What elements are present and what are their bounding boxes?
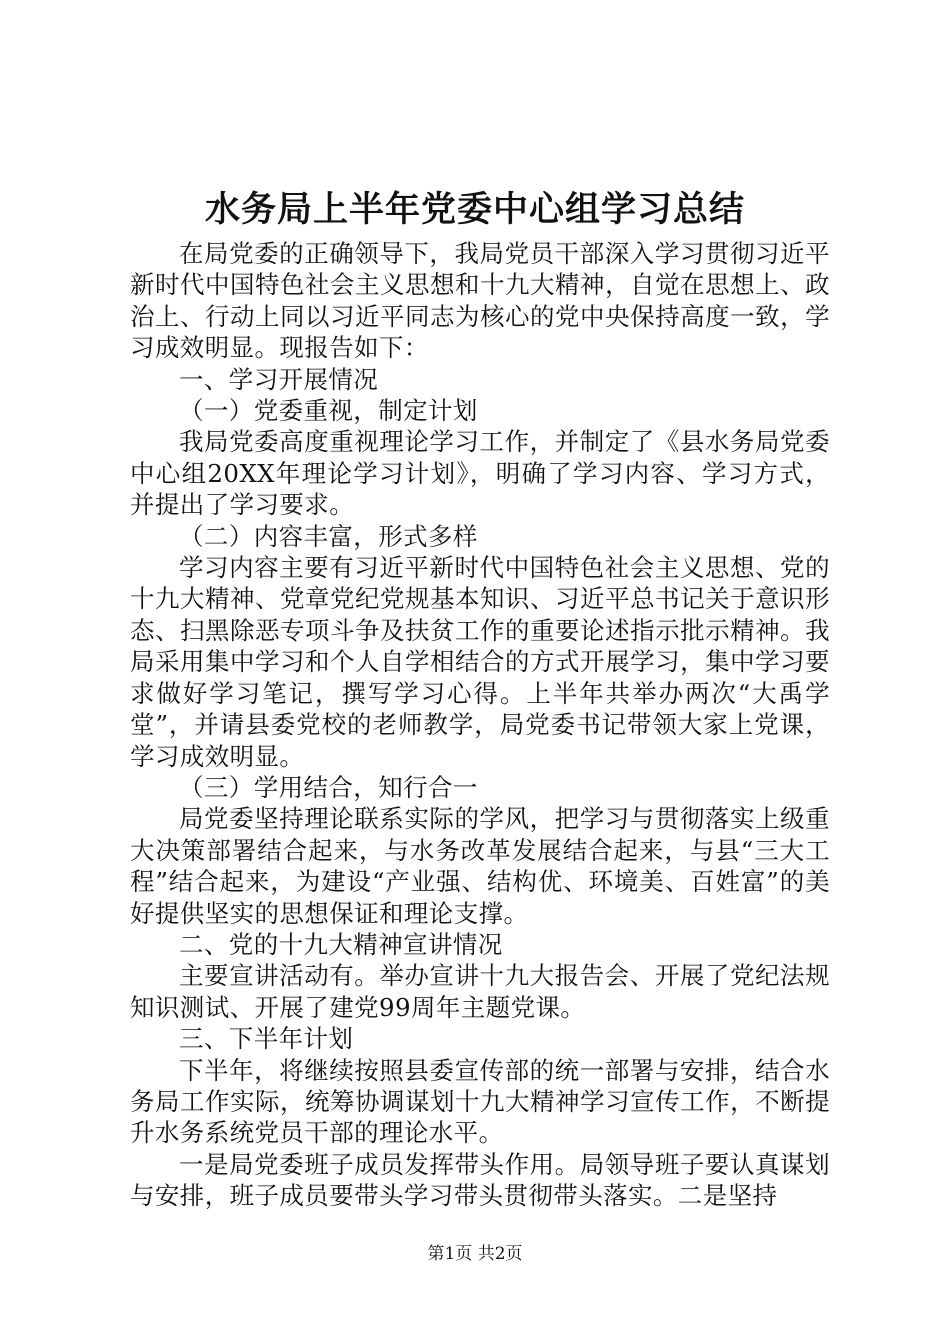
subheading-1-2: （二）内容丰富，形式多样	[179, 521, 478, 551]
paragraph-3-2: 一是局党委班子成员发挥带头作用。局领导班子要认真谋划与安排，班子成员要带头学习带头贯彻带头落实。二是坚持	[130, 1149, 830, 1211]
paragraph-1-1: 我局党委高度重视理论学习工作，并制定了《县水务局党委中心组20XX年理论学习计划》，明确了学习内容、学习方式，并提出了学习要求。	[130, 427, 830, 520]
paragraph-3-1: 下半年，将继续按照县委宣传部的统一部署与安排，结合水务局工作实际，统筹协调谋划十九大精神学习宣传工作，不断提升水务系统党员干部的理论水平。	[130, 1055, 830, 1148]
paragraph-2: 主要宣讲活动有。举办宣讲十九大报告会、开展了党纪法规知识测试、开展了建党99周年主题党课。	[130, 961, 830, 1022]
paragraph-1-3: 局党委坚持理论联系实际的学风，把学习与贯彻落实上级重大决策部署结合起来，与水务改革发展结合起来，与县“三大工程”结合起来，为建设“产业强、结构优、环境美、百姓富”的美好提供坚实的思想保证和理论支撑。	[130, 804, 830, 928]
heading-section-2: 二、党的十九大精神宣讲情况	[179, 929, 503, 959]
subheading-1-1: （一）党委重视，制定计划	[179, 396, 478, 426]
page-number-footer: 第1页 共2页	[427, 1244, 523, 1264]
subheading-1-3: （三）学用结合，知行合一	[179, 772, 478, 802]
heading-section-3: 三、下半年计划	[179, 1024, 354, 1054]
paragraph-1-2: 学习内容主要有习近平新时代中国特色社会主义思想、党的十九大精神、党章党纪党规基本知识、习近平总书记关于意识形态、扫黑除恶专项斗争及扶贫工作的重要论述指示批示精神。我局采用集中学习和个人自学相结合的方式开展学习，集中学习要求做好学习笔记，撰写学习心得。上半年共举办两次“大禹学堂”，并请县委党校的老师教学，局党委书记带领大家上党课，学习成效明显。	[130, 553, 830, 771]
document-title: 水务局上半年党委中心组学习总结	[204, 190, 745, 230]
paragraph-intro: 在局党委的正确领导下，我局党员干部深入学习贯彻习近平新时代中国特色社会主义思想和十九大精神，自觉在思想上、政治上、行动上同以习近平同志为核心的党中央保持高度一致，学习成效明显。现报告如下：	[130, 239, 830, 363]
heading-section-1: 一、学习开展情况	[179, 364, 379, 394]
document-body	[130, 238, 830, 1212]
